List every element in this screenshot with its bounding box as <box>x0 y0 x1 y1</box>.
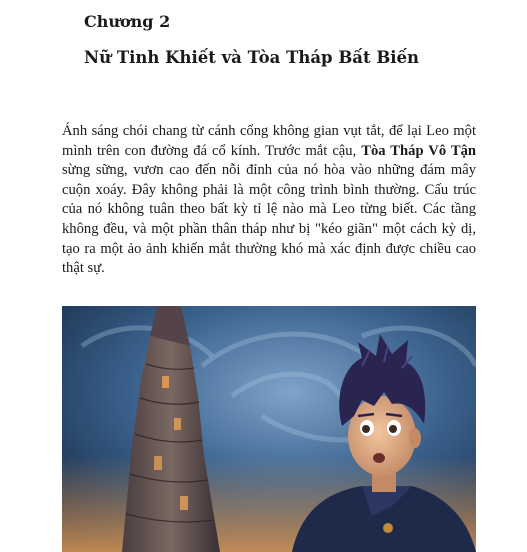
tower-name-bold: Tòa Tháp Vô Tận <box>361 142 476 159</box>
chapter-label: Chương 2 <box>84 12 171 31</box>
cloak-clasp-icon <box>383 523 393 533</box>
tower-and-boy-illustration <box>62 306 476 552</box>
paragraph-text-end: sừng sững, vươn cao đến nỗi đỉnh của nó hòa vào những đám mây cuộn xoáy. Đây không phải là một công trình bình thường. Cấu trúc của nó không tuân theo bất kỳ tỉ lệ nào mà Leo từng biết. Các tầng không đều, và một phần thân tháp như bị "kéo giãn" một cách kỳ dị, tạo ra một ảo ảnh khiến mắt thường khó mà xác định được chiều cao thật sự. <box>62 162 476 277</box>
chapter-illustration <box>62 306 476 552</box>
paragraph-text-start: Ánh sáng chói chang từ cánh cổng không gian vụt tắt, để lại Leo một mình trên con đường đá cổ kính. Trước mắt cậu, <box>62 123 476 159</box>
chapter-title: Nữ Tinh Khiết và Tòa Tháp Bất Biến <box>84 48 420 67</box>
body-paragraph <box>62 122 476 279</box>
